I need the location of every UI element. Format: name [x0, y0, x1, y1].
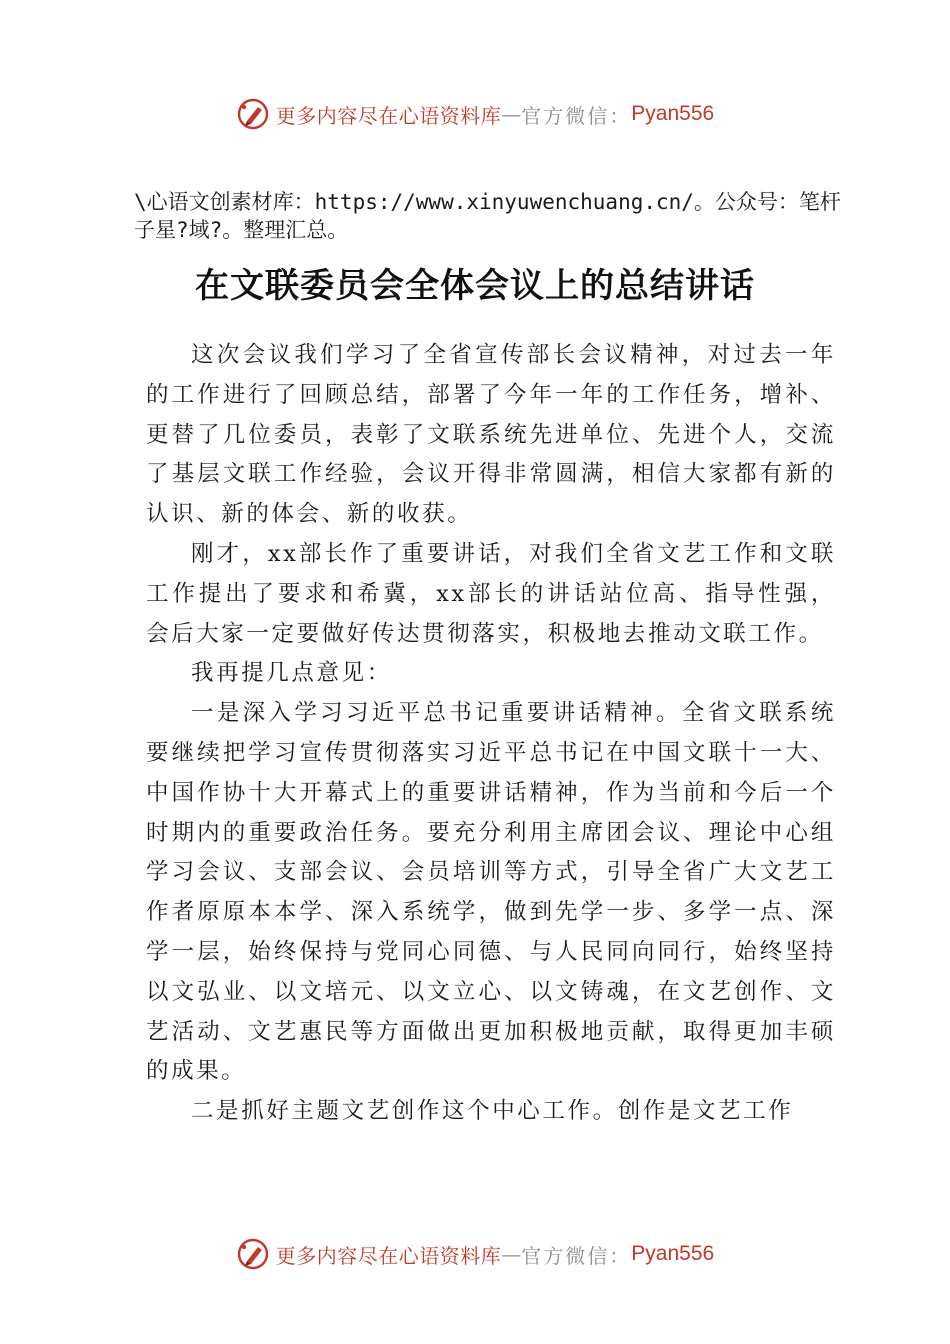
paragraph: 刚才，xx部长作了重要讲话，对我们全省文艺工作和文联工作提出了要求和希冀，xx部长的讲话站位高、指导性强， 会后大家一定要做好传达贯彻落实，积极地去推动文联工作。 [146, 540, 836, 647]
footer-separator: — [501, 1242, 522, 1266]
pen-nib-circle-icon [236, 1237, 270, 1271]
footer-banner [0, 1232, 950, 1276]
header-text: 更多内容尽在心语资料库 [275, 103, 502, 128]
pen-nib-circle-icon [236, 97, 270, 131]
document-body [146, 336, 836, 1132]
header-separator: — [501, 102, 522, 126]
header-wechat-id: Pyan556 [631, 102, 715, 125]
document-title: 在文联委员会全体会议上的总结讲话 [195, 266, 755, 306]
footer-text: 更多内容尽在心语资料库 [275, 1243, 502, 1268]
footer-wechat-label: 官方微信： [521, 1243, 632, 1268]
footer-wechat-id: Pyan556 [631, 1242, 715, 1265]
paragraph: 我再提几点意见： [191, 660, 392, 687]
source-line: \心语文创素材库：https://www.xinyuwenchuang.cn/。公众号：笔杆子星?域?。整理汇总。 [134, 190, 841, 242]
paragraph: 这次会议我们学习了全省宣传部长会议精神，对过去一年的工作进行了回顾总结，部署了今年一年的工作任务，增补、更替了几位委员，表彰了文联系统先进单位、先进个人，交流了基层文联工作经验，会议开得非常圆满，相信大家都有新的认识、新的体会、新的收获。 [146, 342, 836, 528]
paragraph: 二是抓好主题文艺创作这个中心工作。创作是文艺工作 [191, 1098, 794, 1125]
header-banner [0, 92, 950, 136]
paragraph: 一是深入学习习近平总书记重要讲话精神。全省文联系统要继续把学习宣传贯彻落实习近平总书记在中国文联十一大、中国作协十大开幕式上的重要讲话精神，作为当前和今后一个时期内的重要政治任务。要充分利用主席团会议、理论中心组学习会议、支部会议、会员培训等方式，引导全省广大文艺工作者原原本本学、深入系统学，做到先学一步、多学一点、深学一层，始终保持与党同心同德、与人民同向同行，始终坚持以文弘业、以文培元、以文立心、以文铸魂，在文艺创作、文艺活动、文艺惠民等方面做出更加积极地贡献，取得更加丰硕的成果。 [146, 700, 836, 1085]
header-wechat-label: 官方微信： [521, 103, 632, 128]
